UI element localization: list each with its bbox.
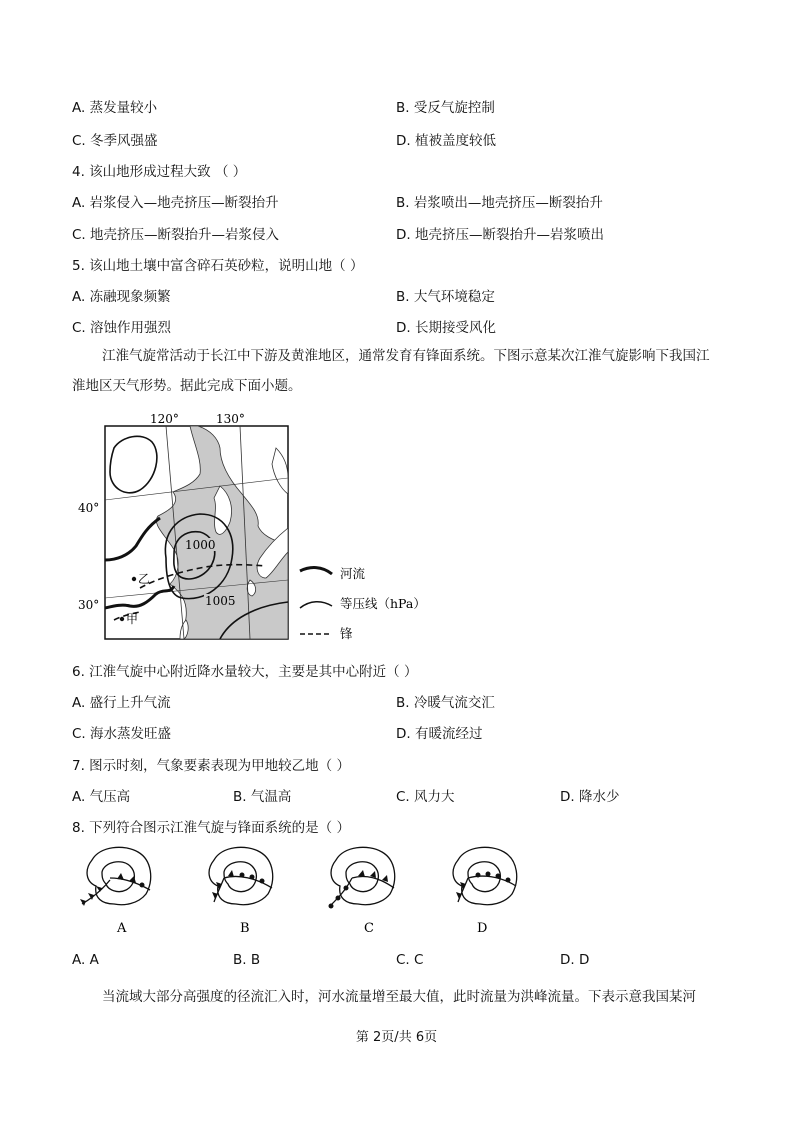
figure-label-b: B [240, 921, 250, 936]
legend-isobar-label: 等压线（hPa） [340, 596, 426, 611]
q7-option-d: D. 降水少 [560, 789, 620, 805]
q7-option-b: B. 气温高 [233, 789, 292, 805]
q5-option-c: C. 溶蚀作用强烈 [72, 320, 172, 336]
q4-stem: 4. 该山地形成过程大致 （ ） [72, 164, 247, 180]
q5-option-d: D. 长期接受风化 [396, 320, 496, 336]
figure-label-d: D [477, 921, 488, 936]
legend-river-symbol [300, 568, 332, 574]
q4-option-a: A. 岩浆侵入—地壳挤压—断裂抬升 [72, 195, 279, 211]
place-label-jia: 甲 [126, 612, 139, 626]
next-paragraph: 当流域大部分高强度的径流汇入时，河水流量增至最大值，此时流量为洪峰流量。下表示意我国某河 [102, 989, 696, 1005]
lon-label-120: 120° [150, 412, 179, 426]
weather-map [70, 408, 460, 644]
figure-label-c: C [364, 921, 374, 936]
map-frame [105, 426, 288, 639]
intro-paragraph: 江淮气旋常活动于长江中下游及黄淮地区，通常发育有锋面系统。下图示意某次江淮气旋影响下我国江淮地区天气形势。据此完成下面小题。 [72, 348, 710, 394]
page-footer: 第 2页/共 6页 [355, 1030, 438, 1045]
q6-stem: 6. 江淮气旋中心附近降水量较大，主要是其中心附近（ ） [72, 664, 418, 680]
isobar-label-1000: 1000 [185, 538, 216, 552]
q8-stem: 8. 下列符合图示江淮气旋与锋面系统的是（ ） [72, 820, 350, 836]
q6-option-c: C. 海水蒸发旺盛 [72, 726, 172, 742]
lat-label-30: 30° [78, 598, 100, 612]
figure-b [209, 847, 273, 904]
legend-river-label: 河流 [340, 566, 366, 581]
q7-option-c: C. 风力大 [396, 789, 455, 805]
place-label-yi: 乙 [138, 572, 151, 586]
q8-figures [72, 842, 542, 942]
q6-option-a: A. 盛行上升气流 [72, 695, 171, 711]
q8-option-c: C. C [396, 952, 424, 968]
q4-option-c: C. 地壳挤压—断裂抬升—岩浆侵入 [72, 227, 280, 243]
q3-option-c: C. 冬季风强盛 [72, 133, 158, 149]
lon-label-130: 130° [216, 412, 245, 426]
q3-option-a: A. 蒸发量较小 [72, 100, 158, 116]
figure-a [80, 847, 151, 906]
q5-stem: 5. 该山地土壤中富含碎石英砂粒，说明山地（ ） [72, 258, 364, 274]
place-dot-yi [132, 577, 136, 581]
q7-stem: 7. 图示时刻，气象要素表现为甲地较乙地（ ） [72, 758, 350, 774]
legend-front-label: 锋 [340, 626, 353, 641]
q8-option-d: D. D [560, 952, 590, 968]
figure-c [329, 847, 395, 908]
map-legend [300, 566, 426, 641]
q3-option-b: B. 受反气旋控制 [396, 100, 495, 116]
q5-option-b: B. 大气环境稳定 [396, 289, 495, 305]
q5-option-a: A. 冻融现象频繁 [72, 289, 171, 305]
place-dot-jia [120, 617, 124, 621]
q8-option-b: B. B [233, 952, 261, 968]
figure-label-a: A [117, 921, 127, 936]
q7-option-a: A. 气压高 [72, 789, 131, 805]
q4-option-d: D. 地壳挤压—断裂抬升—岩浆喷出 [396, 227, 604, 243]
q3-option-d: D. 植被盖度较低 [396, 133, 496, 149]
q6-option-b: B. 冷暖气流交汇 [396, 695, 495, 711]
q4-option-b: B. 岩浆喷出—地壳挤压—断裂抬升 [396, 195, 603, 211]
lat-label-40: 40° [78, 501, 100, 515]
figure-d [453, 847, 517, 904]
q8-option-a: A. A [72, 952, 99, 968]
q6-option-d: D. 有暖流经过 [396, 726, 483, 742]
isobar-label-1005: 1005 [205, 594, 236, 608]
legend-isobar-symbol [300, 602, 332, 608]
